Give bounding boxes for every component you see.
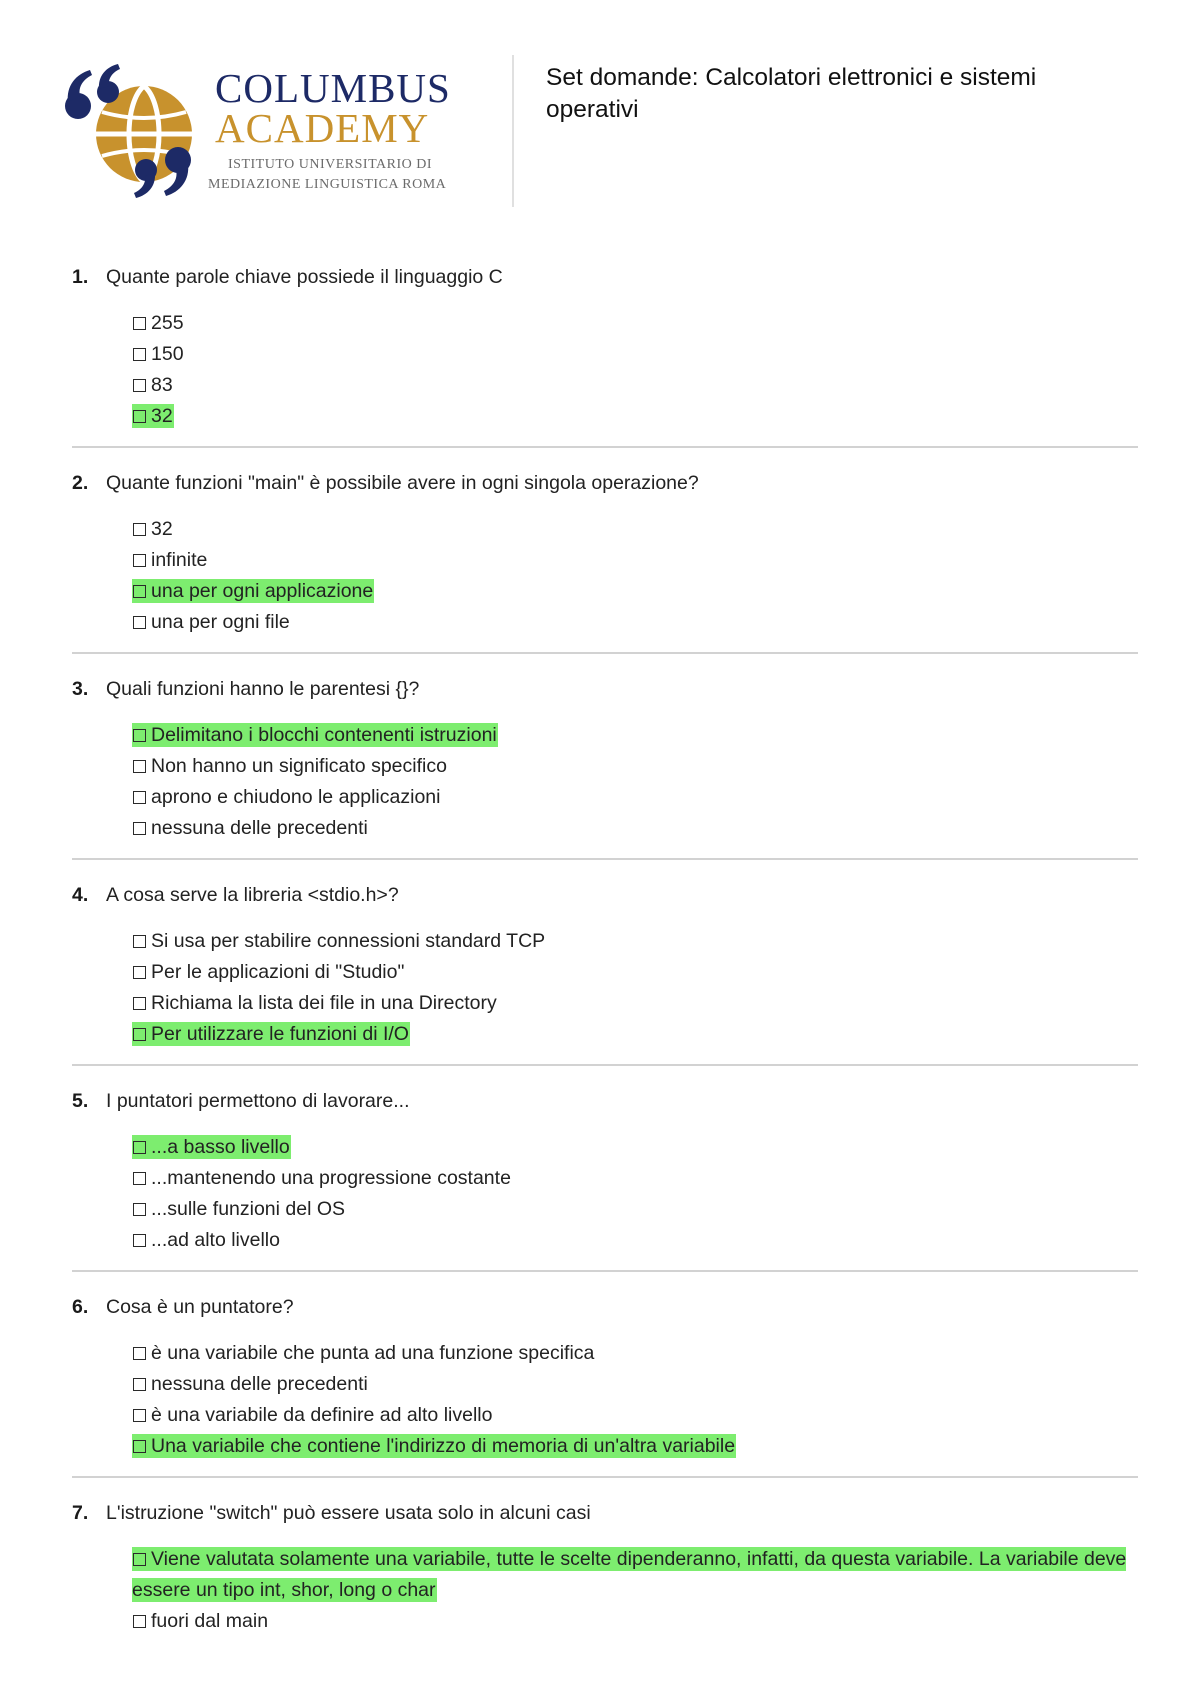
answer-option[interactable] <box>132 514 1132 545</box>
option-label: una per ogni applicazione <box>151 580 374 602</box>
question-text: Quante parole chiave possiede il linguaggio C <box>106 266 503 288</box>
option-label: aprono e chiudono le applicazioni <box>151 786 441 808</box>
question-text: L'istruzione "switch" può essere usata solo in alcuni casi <box>106 1502 591 1524</box>
header-divider <box>512 55 514 207</box>
checkbox-icon[interactable] <box>133 1347 146 1360</box>
question-number: 1. <box>72 266 89 288</box>
globe-quote-logo-icon <box>60 62 200 202</box>
option-label: 32 <box>151 405 173 427</box>
answer-options <box>132 1132 1132 1256</box>
answer-option[interactable] <box>132 1400 1132 1431</box>
option-label: 150 <box>151 343 184 365</box>
question-3 <box>72 670 1138 876</box>
question-1 <box>72 258 1138 464</box>
logo-subtitle-line1: ISTITUTO UNIVERSITARIO DI <box>228 157 432 172</box>
answer-option[interactable] <box>132 545 1132 576</box>
question-number: 5. <box>72 1090 89 1112</box>
checkbox-icon[interactable] <box>133 317 146 330</box>
checkbox-icon[interactable] <box>133 997 146 1010</box>
question-4 <box>72 876 1138 1082</box>
answer-options <box>132 1338 1132 1462</box>
question-heading <box>72 676 419 702</box>
answer-options <box>132 308 1132 432</box>
page-header <box>0 0 1200 215</box>
answer-option[interactable] <box>132 1225 1132 1256</box>
checkbox-icon[interactable] <box>133 554 146 567</box>
question-number: 3. <box>72 678 89 700</box>
answer-option[interactable] <box>132 926 1132 957</box>
checkbox-icon[interactable] <box>133 1141 146 1154</box>
document-title: Set domande: Calcolatori elettronici e sistemi operativi <box>546 64 1037 123</box>
answer-option[interactable] <box>132 957 1132 988</box>
answer-option[interactable] <box>132 339 1132 370</box>
checkbox-icon[interactable] <box>133 523 146 536</box>
logo-wordmark-columbus: COLUMBUS <box>215 65 451 111</box>
answer-option-correct[interactable] <box>132 1132 1132 1163</box>
question-number: 2. <box>72 472 89 494</box>
question-number: 4. <box>72 884 89 906</box>
question-text: Cosa è un puntatore? <box>106 1296 294 1318</box>
question-7 <box>72 1494 1138 1700</box>
checkbox-icon[interactable] <box>133 1409 146 1422</box>
question-separator <box>72 1064 1138 1066</box>
question-text: Quali funzioni hanno le parentesi {}? <box>106 678 420 700</box>
question-heading <box>72 470 699 496</box>
answer-options <box>132 1544 1132 1637</box>
question-number: 7. <box>72 1502 89 1524</box>
option-label: Si usa per stabilire connessioni standard TCP <box>151 930 546 952</box>
answer-option-correct[interactable] <box>132 1431 1132 1462</box>
question-separator <box>72 446 1138 448</box>
answer-option[interactable] <box>132 751 1132 782</box>
option-label: nessuna delle precedenti <box>151 1373 368 1395</box>
checkbox-icon[interactable] <box>133 822 146 835</box>
checkbox-icon[interactable] <box>133 1234 146 1247</box>
option-label: Una variabile che contiene l'indirizzo di memoria di un'altra variabile <box>151 1435 736 1457</box>
answer-option[interactable] <box>132 988 1132 1019</box>
option-label: 32 <box>151 518 173 540</box>
question-text: I puntatori permettono di lavorare... <box>106 1090 410 1112</box>
answer-option[interactable] <box>132 1606 1132 1637</box>
checkbox-icon[interactable] <box>133 1440 146 1453</box>
checkbox-icon[interactable] <box>133 1553 146 1566</box>
checkbox-icon[interactable] <box>133 410 146 423</box>
answer-options <box>132 720 1132 844</box>
answer-option-correct[interactable] <box>132 720 1132 751</box>
question-number: 6. <box>72 1296 89 1318</box>
option-label: 255 <box>151 312 184 334</box>
option-label: è una variabile da definire ad alto livello <box>151 1404 493 1426</box>
question-heading <box>72 1088 410 1114</box>
answer-option[interactable] <box>132 1163 1132 1194</box>
option-label: ...ad alto livello <box>151 1229 280 1251</box>
question-separator <box>72 858 1138 860</box>
checkbox-icon[interactable] <box>133 791 146 804</box>
option-label: infinite <box>151 549 208 571</box>
checkbox-icon[interactable] <box>133 585 146 598</box>
answer-option[interactable] <box>132 782 1132 813</box>
checkbox-icon[interactable] <box>133 1203 146 1216</box>
answer-option-correct[interactable] <box>132 401 1132 432</box>
question-2 <box>72 464 1138 670</box>
option-label: Richiama la lista dei file in una Directory <box>151 992 497 1014</box>
question-separator <box>72 652 1138 654</box>
checkbox-icon[interactable] <box>133 935 146 948</box>
question-5 <box>72 1082 1138 1288</box>
question-separator <box>72 1270 1138 1272</box>
question-heading <box>72 882 399 908</box>
checkbox-icon[interactable] <box>133 1172 146 1185</box>
question-heading <box>72 1294 294 1320</box>
option-label: Per utilizzare le funzioni di I/O <box>151 1023 409 1045</box>
answer-options <box>132 514 1132 638</box>
question-text: A cosa serve la libreria <stdio.h>? <box>106 884 399 906</box>
option-label: ...a basso livello <box>151 1136 290 1158</box>
option-label: una per ogni file <box>151 611 290 633</box>
answer-option[interactable] <box>132 1338 1132 1369</box>
question-list <box>72 258 1138 1700</box>
question-heading <box>72 1500 591 1526</box>
option-label: Delimitano i blocchi contenenti istruzioni <box>151 724 497 746</box>
checkbox-icon[interactable] <box>133 1028 146 1041</box>
logo-subtitle-line2: MEDIAZIONE LINGUISTICA ROMA <box>208 177 447 192</box>
answer-option[interactable] <box>132 370 1132 401</box>
answer-option[interactable] <box>132 1369 1132 1400</box>
checkbox-icon[interactable] <box>133 379 146 392</box>
option-label: fuori dal main <box>151 1610 269 1632</box>
question-heading <box>72 264 503 290</box>
option-label: Per le applicazioni di "Studio" <box>151 961 405 983</box>
answer-option[interactable] <box>132 813 1132 844</box>
checkbox-icon[interactable] <box>133 348 146 361</box>
option-label: è una variabile che punta ad una funzione specifica <box>151 1342 595 1364</box>
option-label: ...mantenendo una progressione costante <box>151 1167 511 1189</box>
question-separator <box>72 1476 1138 1478</box>
answer-option-correct[interactable] <box>132 576 1132 607</box>
option-label: Non hanno un significato specifico <box>151 755 447 777</box>
question-text: Quante funzioni "main" è possibile avere in ogni singola operazione? <box>106 472 699 494</box>
checkbox-icon[interactable] <box>133 616 146 629</box>
answer-options <box>132 926 1132 1050</box>
checkbox-icon[interactable] <box>133 966 146 979</box>
checkbox-icon[interactable] <box>133 760 146 773</box>
option-label: Viene valutata solamente una variabile, tutte le scelte dipenderanno, infatti, da questa variabile. La variabile deve essere un tipo int, shor, long o char <box>132 1548 1127 1601</box>
question-6 <box>72 1288 1138 1494</box>
logo-wordmark-academy: ACADEMY <box>215 105 430 151</box>
checkbox-icon[interactable] <box>133 1615 146 1628</box>
columbus-academy-logo <box>60 58 480 208</box>
answer-option[interactable] <box>132 607 1132 638</box>
checkbox-icon[interactable] <box>133 1378 146 1391</box>
option-label: ...sulle funzioni del OS <box>151 1198 346 1220</box>
option-label: 83 <box>151 374 173 396</box>
answer-option[interactable] <box>132 308 1132 339</box>
checkbox-icon[interactable] <box>133 729 146 742</box>
answer-option-correct[interactable] <box>132 1019 1132 1050</box>
option-label: nessuna delle precedenti <box>151 817 368 839</box>
answer-option[interactable] <box>132 1194 1132 1225</box>
answer-option-correct[interactable] <box>132 1544 1132 1606</box>
